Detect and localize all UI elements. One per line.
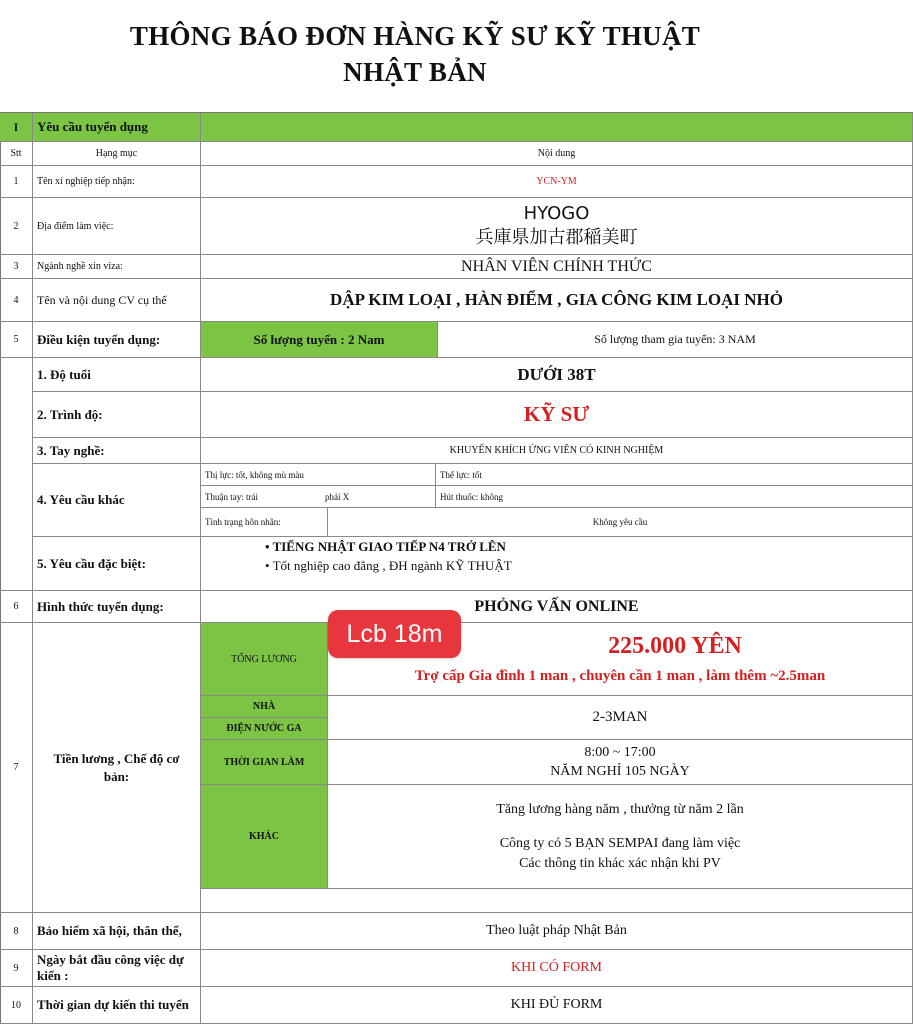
row-5-number: 5	[0, 322, 33, 358]
interview-info-note: Các thông tin khác xác nhận khi PV	[519, 855, 721, 871]
salary-block-filler	[201, 889, 913, 913]
exam-date-value: KHI ĐỦ FORM	[201, 987, 913, 1024]
special-requirement-item: • Tốt nghiệp cao đẳng , ĐH ngành KỸ THUẬT	[265, 556, 512, 575]
skill-label: 3. Tay nghề:	[33, 438, 201, 464]
location-address-jp: 兵庫県加古郡稲美町	[475, 227, 638, 248]
company-name: YCN-YM	[201, 166, 913, 198]
work-time-value	[328, 740, 913, 785]
row-8-number: 8	[0, 913, 33, 950]
handedness-left: Thuận tay: trái	[201, 486, 321, 508]
row-1-label: Tên xí nghiệp tiếp nhận:	[33, 166, 201, 198]
visa-category: NHÂN VIÊN CHÍNH THỨC	[201, 255, 913, 279]
annual-holidays: NĂM NGHỈ 105 NGÀY	[550, 764, 690, 779]
job-description: DẬP KIM LOẠI , HÀN ĐIỂM , GIA CÔNG KIM LOẠI NHỎ	[201, 279, 913, 322]
header-content: Nội dung	[201, 142, 913, 166]
special-requirements-list	[201, 537, 913, 591]
other-benefits-value	[328, 785, 913, 889]
work-time-label: THỜI GIAN LÀM	[201, 740, 328, 785]
row-2-number: 2	[0, 198, 33, 255]
section-title: Yêu cầu tuyển dụng	[33, 113, 201, 142]
header-stt: Stt	[0, 142, 33, 166]
salary-amount: 225.000 YÊN	[608, 633, 742, 659]
vision-requirement: Thị lực: tốt, không mù màu	[201, 464, 436, 486]
row-5-label: Điều kiện tuyển dụng:	[33, 322, 201, 358]
recruit-quota: Số lượng tuyển : 2 Nam	[201, 322, 438, 358]
housing-value: 2-3MAN	[328, 696, 913, 740]
row-2-label: Địa điểm làm việc:	[33, 198, 201, 255]
row-3-label: Ngành nghề xin viza:	[33, 255, 201, 279]
other-benefits-label: KHÁC	[201, 785, 328, 889]
utilities-label: ĐIỆN NƯỚC GA	[201, 718, 328, 740]
smoking-requirement: Hút thuốc: không	[436, 486, 913, 508]
skill-value: KHUYẾN KHÍCH ỨNG VIÊN CÓ KINH NGHIỆM	[201, 438, 913, 464]
row-1-number: 1	[0, 166, 33, 198]
row-7-label: Tiền lương , Chế độ cơ bản:	[33, 623, 201, 913]
education-value: KỸ SƯ	[201, 392, 913, 438]
row-8-label: Bảo hiểm xã hội, thân thể,	[33, 913, 201, 950]
work-location	[201, 198, 913, 255]
basic-salary-badge: Lcb 18m	[328, 610, 461, 658]
social-insurance-value: Theo luật pháp Nhật Bản	[201, 913, 913, 950]
total-salary-label: TỔNG LƯƠNG	[201, 623, 328, 696]
row-9-number: 9	[0, 950, 33, 987]
row-6-label: Hình thức tuyển dụng:	[33, 591, 201, 623]
section-filler	[201, 113, 913, 142]
start-date-value: KHI CÓ FORM	[201, 950, 913, 987]
education-label: 2. Trình độ:	[33, 392, 201, 438]
sempai-note: Công ty có 5 BẠN SEMPAI đang làm việc	[499, 835, 741, 851]
row-7-number: 7	[0, 623, 33, 913]
location-prefecture: HYOGO	[523, 203, 590, 224]
row-3-number: 3	[0, 255, 33, 279]
row-4-label: Tên và nội dung CV cụ thể	[33, 279, 201, 322]
marital-status-label: Tình trạng hôn nhân:	[201, 508, 328, 537]
age-label: 1. Độ tuổi	[33, 358, 201, 392]
row-10-number: 10	[0, 987, 33, 1024]
row-10-label: Thời gian dự kiến thi tuyển	[33, 987, 201, 1024]
salary-allowances: Trợ cấp Gia đình 1 man , chuyên cần 1 man , làm thêm ~2.5man	[414, 668, 826, 684]
title-line-1: THÔNG BÁO ĐƠN HÀNG KỸ SƯ KỸ THUẬT	[129, 21, 701, 51]
special-requirement-item: • TIẾNG NHẬT GIAO TIẾP N4 TRỞ LÊN	[265, 537, 506, 556]
participant-quota: Số lượng tham gia tuyển: 3 NAM	[438, 322, 913, 358]
special-requirements-label: 5. Yêu cầu đặc biệt:	[33, 537, 201, 591]
marital-status-value: Không yêu cầu	[328, 508, 913, 537]
age-value: DƯỚI 38T	[201, 358, 913, 392]
other-requirements-label: 4. Yêu cầu khác	[33, 464, 201, 537]
physique-requirement: Thể lực: tốt	[436, 464, 913, 486]
salary-raise-note: Tăng lương hàng năm , thưởng từ năm 2 lần	[496, 801, 744, 817]
work-hours: 8:00 ~ 17:00	[584, 745, 656, 760]
interview-format: PHỎNG VẤN ONLINE	[201, 591, 913, 623]
housing-label: NHÀ	[201, 696, 328, 718]
section-number: I	[0, 113, 33, 142]
row-9-label: Ngày bắt đầu công việc dự kiến :	[33, 950, 201, 987]
header-category: Hạng mục	[33, 142, 201, 166]
row-4-number: 4	[0, 279, 33, 322]
row-6-number: 6	[0, 591, 33, 623]
requirements-number-blank	[0, 358, 33, 591]
handedness-right: phải X	[321, 486, 436, 508]
title-line-2: NHẬT BẢN	[343, 57, 487, 87]
